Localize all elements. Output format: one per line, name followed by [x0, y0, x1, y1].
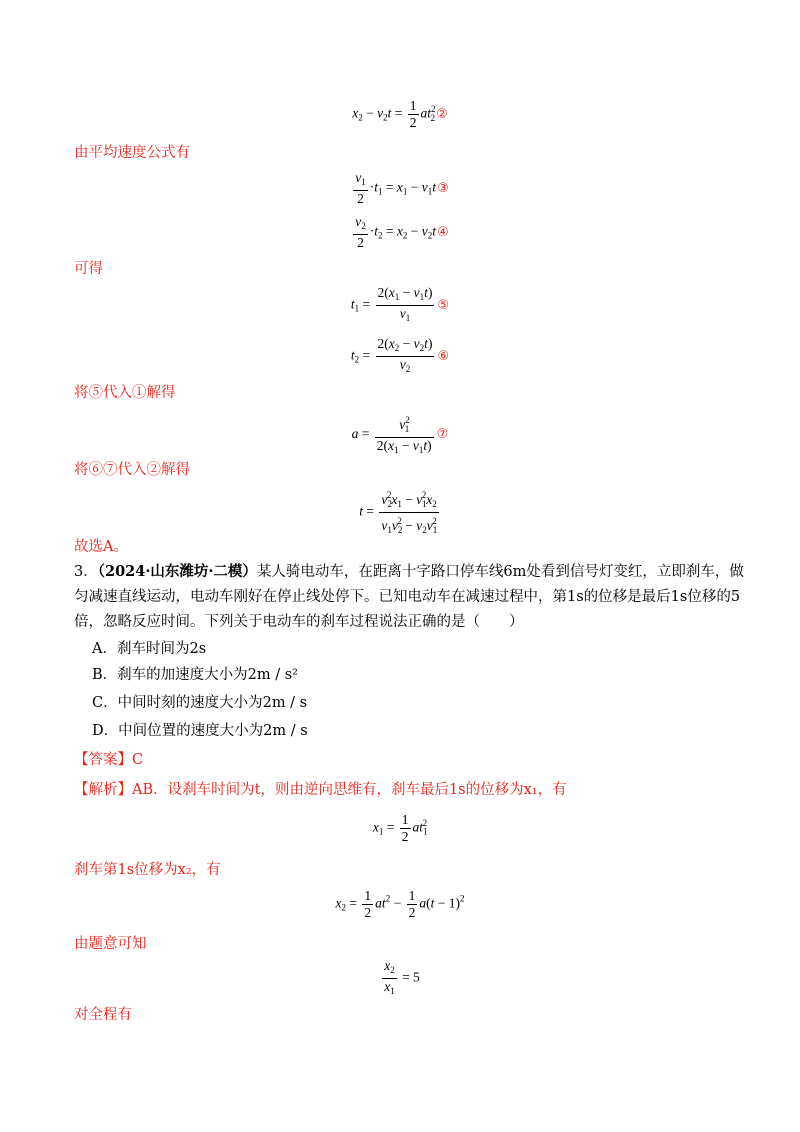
text-first-second: 刹车第1s位移为x₂，有 [74, 862, 221, 878]
text-avg-speed-formula: 由平均速度公式有 [74, 145, 190, 161]
equation-7: a = $\frac{v^2_1}{2(x_1 - v_1t)}$ ⑦ [0, 412, 800, 458]
text-whole-process: 对全程有 [74, 1007, 132, 1023]
option-a: A．刹车时间为2s [92, 641, 207, 657]
text-sub-6-7-into-2: 将⑥⑦代入②解得 [74, 462, 190, 478]
question-stem-1: 某人骑电动车，在距离十字路口停车线6m处看到信号灯变红，立即刹车，做 [256, 564, 744, 580]
question-3-line-2: 匀减速直线运动，电动车刚好在停止线处停下。已知电动车在减速过程中，第1s的位移是最后1s位移的5 [74, 589, 741, 605]
question-3-line-3: 倍，忽略反应时间。下列关于电动车的刹车过程说法正确的是（ ） [74, 614, 524, 630]
equation-ratio: $\frac{x_2}{x_1}$ = 5 [384, 958, 420, 996]
text-ke-de: 可得 [74, 261, 103, 277]
answer: 【答案】C [74, 752, 144, 768]
equation-x2: $x_2$ = $\frac{1}{2}$ $at^2$ − $\frac{1}{2}$ $a(t - 1)^2$ [335, 888, 465, 920]
equation-4: $\frac{v_2}{2}$ $\cdot t_2 = x_2$ − $v_2t④$ [355, 214, 449, 250]
equation-t: t = $\frac{v_2^2x_1 - v_1^2x_2}{v_1v_2^2 - v_2v_1^2}$ [0, 487, 800, 538]
question-number: 3． [74, 564, 98, 580]
analysis-ab: 【解析】AB．设刹车时间为t，则由逆向思维有，刹车最后1s的位移为x₁，有 [74, 782, 567, 798]
text-choose-a: 故选A。 [74, 539, 128, 555]
text-from-problem: 由题意可知 [74, 936, 147, 952]
question-3-line-1 [74, 562, 744, 582]
equation-5: $t_1$ = $\frac{2(x_1 - v_1t)}{v_1}$ ⑤ [350, 285, 450, 323]
question-source: （2024·山东潍坊·二模） [97, 563, 257, 580]
equation-6: $t_2$ = $\frac{2(x_2 - v_2t)}{v_2}$ ⑥ [350, 336, 450, 374]
option-b: B．刹车的加速度大小为2m / s² [92, 667, 298, 683]
equation-2: $x_2 - v_2t$ = $\frac{1}{2}$ $at^2_2②$ [352, 98, 448, 130]
text-sub-5-into-1: 将⑤代入①解得 [74, 385, 176, 401]
equation-3: $\frac{v_1}{2}$ $\cdot t_1 = x_1$ − $v_1t③$ [355, 170, 449, 206]
equation-x1: $x_1$ = $\frac{1}{2}$ $at_1^2$ [372, 812, 428, 844]
option-d: D．中间位置的速度大小为2m / s [92, 723, 308, 739]
option-c: C．中间时刻的速度大小为2m / s [92, 695, 308, 711]
